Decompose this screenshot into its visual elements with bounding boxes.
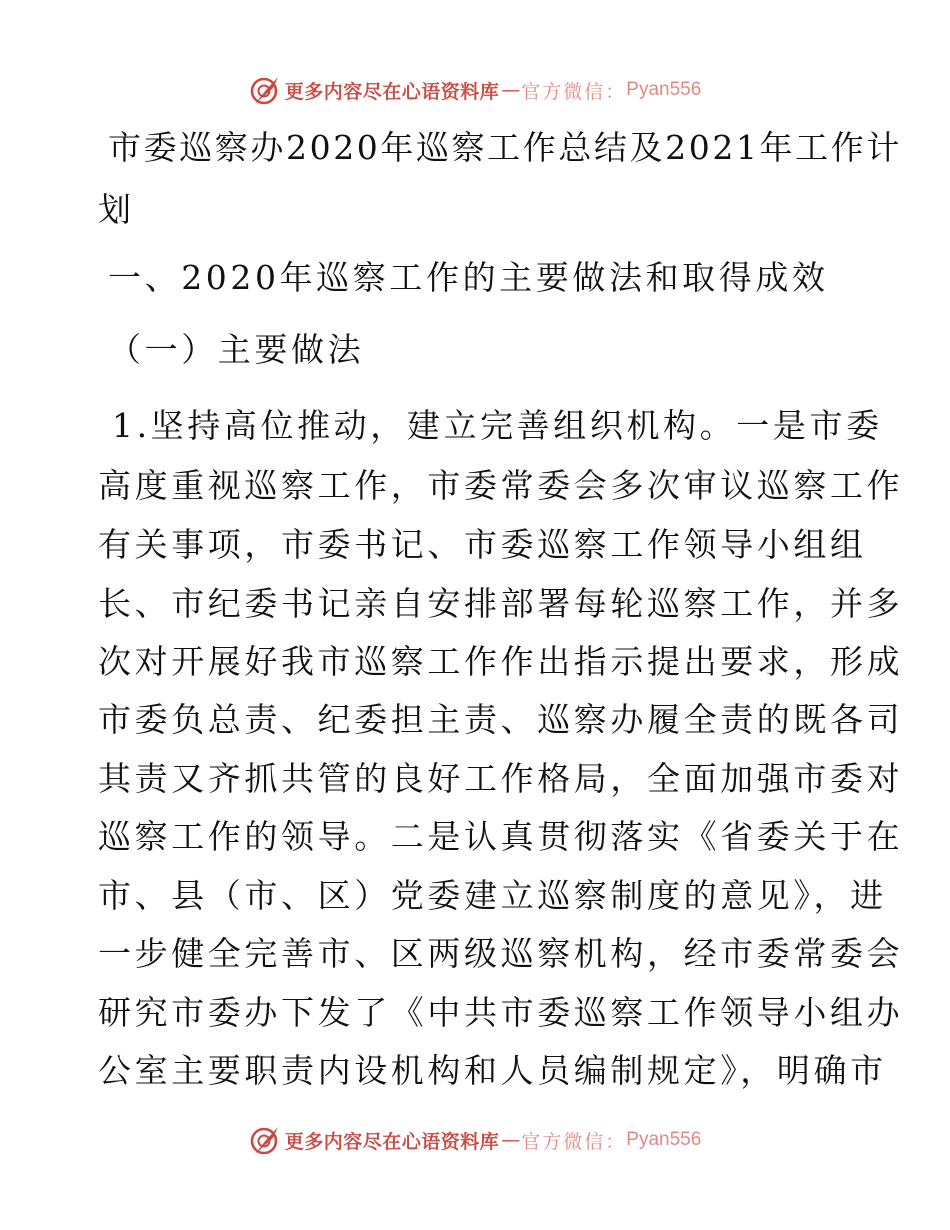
watermark-label: 官方微信 xyxy=(521,80,606,103)
watermark-colon: ： xyxy=(605,80,625,103)
document-title-line-1: 市委巡察办2020年巡察工作总结及2021年工作计 xyxy=(108,128,902,167)
watermark-wechat-id: Pyan556 xyxy=(626,1129,702,1150)
subsection-heading: （一）主要做法 xyxy=(108,330,365,369)
quill-logo-icon xyxy=(249,1124,281,1156)
watermark-separator: — xyxy=(501,79,520,101)
watermark-footer xyxy=(0,1124,950,1156)
paragraph-line: 长、市纪委书记亲自安排部署每轮巡察工作，并多 xyxy=(98,584,904,623)
watermark-wechat-id: Pyan556 xyxy=(626,79,702,100)
paragraph-line: 1.坚持高位推动，建立完善组织机构。一是市委 xyxy=(112,406,883,445)
paragraph-line: 市、县（市、区）党委建立巡察制度的意见》，进 xyxy=(98,876,887,915)
paragraph-line: 巡察工作的领导。二是认真贯彻落实《省委关于在 xyxy=(98,817,904,856)
paragraph-line: 次对开展好我市巡察工作作出指示提出要求，形成 xyxy=(98,642,904,681)
watermark-label: 官方微信 xyxy=(521,1130,606,1153)
paragraph-line: 市委负总责、纪委担主责、巡察办履全责的既各司 xyxy=(98,700,904,739)
paragraph-line: 公室主要职责内设机构和人员编制规定》，明确市 xyxy=(98,1051,887,1090)
watermark-separator: — xyxy=(501,1129,520,1151)
watermark-brand: 更多内容尽在心语资料库 xyxy=(284,1130,500,1153)
watermark-header xyxy=(0,74,950,106)
paragraph-line: 其责又齐抓共管的良好工作格局，全面加强市委对 xyxy=(98,759,904,798)
document-title-line-2: 划 xyxy=(98,190,134,229)
paragraph-line: 高度重视巡察工作，市委常委会多次审议巡察工作 xyxy=(98,466,904,505)
paragraph-line: 有关事项，市委书记、市委巡察工作领导小组组 xyxy=(98,525,867,564)
paragraph-line: 研究市委办下发了《中共市委巡察工作领导小组办 xyxy=(98,993,904,1032)
watermark-colon: ： xyxy=(605,1130,625,1153)
section-heading: 一、2020年巡察工作的主要做法和取得成效 xyxy=(108,258,829,297)
watermark-brand: 更多内容尽在心语资料库 xyxy=(284,80,500,103)
quill-logo-icon xyxy=(249,74,281,106)
paragraph-line: 一步健全完善市、区两级巡察机构，经市委常委会 xyxy=(98,934,904,973)
